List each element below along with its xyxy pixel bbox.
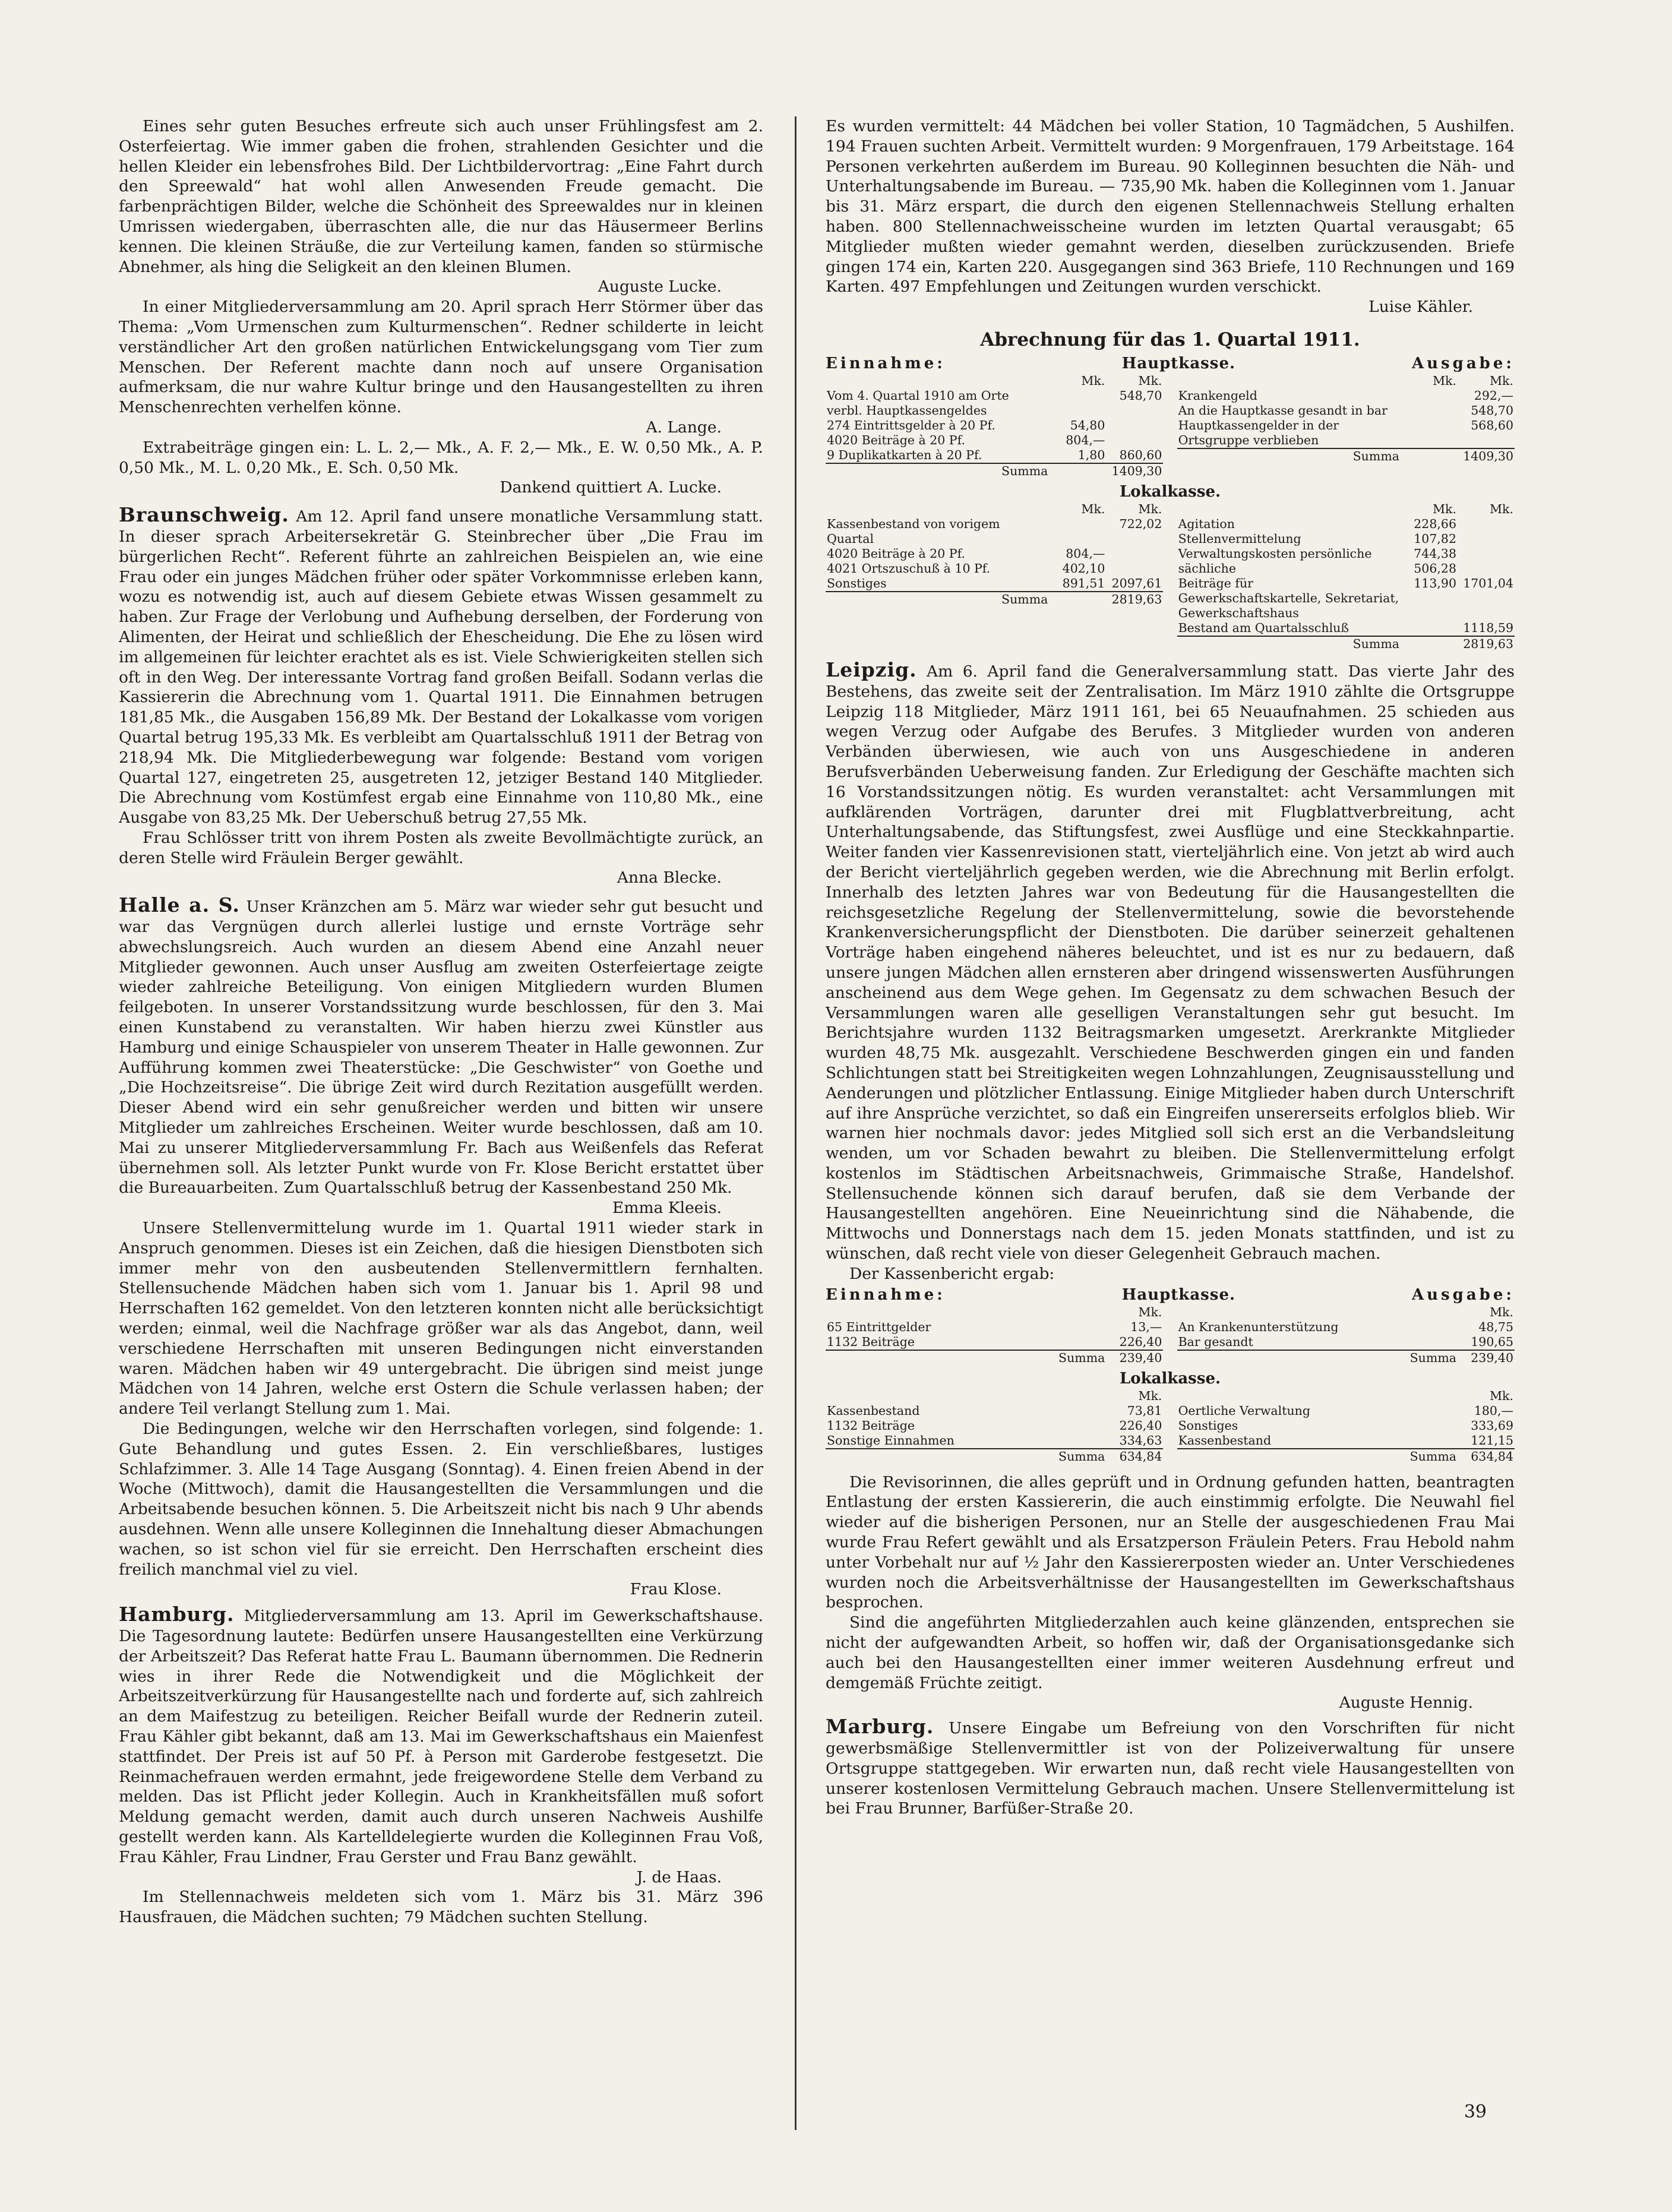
signature: J. de Haas. — [636, 1867, 722, 1886]
section-heading: Halle a. S. — [119, 893, 240, 917]
sum-label: Summa — [826, 1449, 1106, 1464]
account-row — [826, 418, 1163, 433]
article-text: Unsere Eingabe um Befreiung von den Vorschriften für nicht gewerbsmäßige Stellenvermittler ist von der Polizeiverwaltung für unsere Ortsgruppe stattgegeben. Wir erwarten nun, daß recht viele Hausangestellten von unserer kostenlosen Vermittelung Gebrauch machen. Unsere Stellenvermittelung ist bei Frau Brunner, Barfüßer-Straße 20. — [826, 1719, 1515, 1818]
account-amount: 13,— — [1130, 1319, 1162, 1334]
account-amount: 190,65 — [1471, 1334, 1513, 1349]
sum-value: 239,40 — [1106, 1350, 1163, 1366]
page-number: 39 — [1464, 2102, 1487, 2122]
sum-row — [1177, 1350, 1515, 1366]
sum-row — [1177, 448, 1515, 464]
account-row — [1177, 532, 1515, 546]
account-row — [826, 1335, 1163, 1350]
main-fund-label: Hauptkasse. — [1121, 354, 1236, 372]
account-amount: 722,02 — [1119, 516, 1162, 531]
sum-row — [1177, 636, 1515, 652]
article-paragraph: Die Bedingungen, welche wir den Herrschaften vorlegen, sind folgende: 1. Gute Behandlung und gutes Essen. 2. Ein verschließbares, lustiges Schlafzimmer. 3. Alle 14 Tage Ausgang (Sonntag). 4. Einen freien Abend in der Woche (Mittwoch), damit die Hausangestellten die Versammlungen und die Arbeitsabende besuchen können. 5. Die Arbeitszeit nicht bis nach 9 Uhr abends ausdehnen. Wenn alle unsere Kolleginnen die Innehaltung dieser Abmachungen wachen, so ist schon viel für sie erreicht. Den Herrschaften erscheint dies freilich manchmal viel zu viel. — [119, 1420, 763, 1579]
account-item: Bar gesandt — [1178, 1334, 1253, 1349]
currency-label: Mk. — [1138, 1304, 1162, 1319]
local-fund-expense — [1177, 502, 1515, 652]
account-item: Verwaltungskosten persönliche — [1178, 546, 1372, 561]
spacer-cell — [826, 1305, 1106, 1320]
currency-header-row — [826, 502, 1163, 517]
signature: Dankend quittiert A. Lucke. — [500, 478, 722, 497]
account-row — [826, 1320, 1163, 1335]
column-divider — [795, 116, 797, 2130]
main-fund-income — [826, 1305, 1163, 1366]
main-fund-expense — [1177, 1305, 1515, 1366]
local-fund-expense — [1177, 1389, 1515, 1464]
income-label: Einnahme: — [826, 354, 946, 372]
main-fund-expense — [1177, 374, 1515, 464]
account-item: An Krankenunterstützung — [1178, 1319, 1339, 1334]
account-item: Sonstiges — [827, 576, 887, 590]
account-amount — [1401, 388, 1458, 403]
spacer-cell — [826, 1389, 1106, 1404]
account-row — [826, 546, 1163, 561]
sum-row — [826, 463, 1163, 479]
account-amount: 226,40 — [1119, 1334, 1162, 1349]
account-row — [826, 576, 1163, 592]
account-row — [826, 433, 1163, 448]
account-row — [1177, 1320, 1515, 1335]
signature: Frau Klose. — [630, 1580, 722, 1599]
article-paragraph: Es wurden vermittelt: 44 Mädchen bei voller Station, 10 Tagmädchen, 5 Aushilfen. 194 Frauen suchten Arbeit. Vermittelt wurden: 9 Morgenfrauen, 179 Arbeitstage. 164 Personen verkehrten außerdem im Bureau. 90 Kolleginnen besuchten die Näh- und Unterhaltungsabende im Bureau. — 735,90 Mk. haben die Kolleginnen vom 1. Januar bis 31. März erspart, die durch den eigenen Stellennachweis Stellung erhalten haben. 800 Stellennachweisscheine wurden im letzten Quartal verausgabt; 65 Mitglieder mußten wieder gemahnt werden, dieselben zurückzusenden. Briefe gingen 174 ein, Karten 220. Ausgegangen sind 363 Briefe, 110 Rechnungen und 169 Karten. 497 Empfehlungen und Zeitungen wurden verschickt. — [826, 117, 1515, 296]
account-table-leipzig — [826, 1285, 1515, 1464]
account-item: 4020 Beiträge à 20 Pf. — [827, 546, 965, 561]
account-amount: 548,70 — [1119, 388, 1162, 403]
section-heading: Leipzig. — [826, 658, 917, 681]
account-item: 4020 Beiträge à 20 Pf. — [827, 432, 965, 447]
account-item: Kassenbestand — [1178, 1433, 1272, 1448]
account-amount — [1458, 546, 1515, 561]
spacer-cell — [1049, 463, 1106, 479]
spacer-cell — [1177, 1389, 1458, 1404]
section-marburg — [826, 1717, 1515, 1819]
account-row — [826, 388, 1163, 418]
account-amount: 744,38 — [1414, 546, 1456, 561]
article-paragraph: Die Revisorinnen, die alles geprüft und in Ordnung gefunden hatten, beantragten Entlastung der ersten Kassiererin, die auch einstimmig erfolgte. Die Neuwahl fiel wieder auf die bisherigen Personen, nur an Stelle der ausgeschiedenen Frau Mai wurde Frau Refert gewählt und als Ersatzperson Fräulein Peters. Frau Hebold nahm unter Vorbehalt nur auf ½ Jahr den Kassiererposten wieder an. Unter Verschiedenes wurden noch die Arbeitsverhältnisse der Hausangestellten im Gewerkschaftshaus besprochen. — [826, 1472, 1515, 1612]
article-text: Unser Kränzchen am 5. März war wieder sehr gut besucht und war das Vergnügen durch allerlei lustige und ernste Vorträge sehr abwechslungsreich. Auch wurden an diesem Abend eine Anzahl neuer Mitglieder gewonnen. Auch unser Ausflug am zweiten Osterfeiertage zeigte wieder zahlreiche Beteiligung. Von einigen Mitgliedern wurden Blumen feilgeboten. In unserer Vorstandssitzung wurde beschlossen, für den 3. Mai einen Kunstabend zu veranstalten. Wir haben hierzu zwei Künstler aus Hamburg und einige Schauspieler von unserem Theater in Halle gewonnen. Zur Aufführung kommen zwei Theaterstücke: „Die Geschwister“ von Goethe und „Die Hochzeitsreise“. Die übrige Zeit wird durch Rezitation ausgefüllt werden. Dieser Abend wird ein sehr genußreicher werden und bitten wir unsere Mitglieder um zahlreiches Erscheinen. Weiter wurde beschlossen, daß am 10. Mai zu unserer Mitgliederversammlung Fr. Bach aus Weißenfels das Referat übernehmen soll. Als letzter Punkt wurde von Fr. Klose Bericht erstattet über die Bureauarbeiten. Zum Quartalsschluß betrug der Kassenbestand 250 Mk. — [119, 898, 763, 1197]
account-amount: 73,81 — [1127, 1403, 1162, 1418]
spacer-cell — [1401, 448, 1458, 464]
account-row — [826, 448, 1163, 463]
account-amount — [1049, 517, 1106, 546]
account-amount: 860,60 — [1119, 447, 1162, 462]
account-item: 4021 Ortszuschuß à 10 Pf. — [827, 561, 991, 576]
right-column — [826, 116, 1515, 2160]
account-item: 1132 Beiträge — [827, 1334, 915, 1349]
signature: Luise Kähler. — [1368, 298, 1473, 317]
currency-label: Mk. — [1138, 1388, 1162, 1403]
account-item: Kassenbestand von vorigem Quartal — [827, 516, 1000, 546]
account-amount: 2097,61 — [1111, 576, 1162, 590]
currency-label: Mk. — [1081, 373, 1105, 388]
account-item: Vom 4. Quartal 1910 am Orte verbl. Hauptkassengeldes — [827, 388, 1009, 418]
currency-label: Mk. — [1081, 501, 1105, 516]
currency-label: Mk. — [1490, 1304, 1513, 1319]
account-row — [1177, 418, 1515, 448]
article-text: Am 12. April fand unsere monatliche Versammlung statt. In dieser sprach Arbeitersekretär G. Steinbrecher über „Die Frau im bürgerlichen Recht“. Referent führte an zahlreichen Beispielen an, wie eine Frau oder ein junges Mädchen früher oder später Vorkommnisse erleben kann, wozu es notwendig ist, auch auf diesem Gebiete etwas Wissen gesammelt zu haben. Zur Frage der Verlobung und Aufhebung derselben, der Forderung von Alimenten, der Heirat und schließlich der Ehescheidung. Die Ehe zu lösen wird im allgemeinen für leichter erachtet als es ist. Viele Schwierigkeiten stellen sich oft in den Weg. Der interessante Vortrag fand großen Beifall. Sodann verlas die Kassiererin die Abrechnung vom 1. Quartal 1911. Die Einnahmen betrugen 181,85 Mk., die Ausgaben 156,89 Mk. Der Bestand der Lokalkasse vom vorigen Quartal betrug 195,33 Mk. Es verbleibt am Quartalsschluß 1911 der Betrag von 218,94 Mk. Die Mitgliederbewegung war folgende: Bestand vom vorigen Quartal 127, eingetreten 25, ausgetreten 12, jetziger Bestand 140 Mitglieder. Die Abrechnung vom Kostümfest ergab eine Einnahme von 110,80 Mk., eine Ausgabe von 83,25 Mk. Der Ueberschuß betrug 27,55 Mk. — [119, 507, 763, 827]
account-amount: 804,— — [1066, 432, 1105, 447]
signature: Emma Kleeis. — [612, 1199, 722, 1218]
article-text: Am 6. April fand die Generalversammlung statt. Das vierte Jahr des Bestehens, das zweite seit der Zentralisation. Im März 1910 zählte die Ortsgruppe Leipzig 118 Mitglieder, März 1911 161, bei 65 Neuaufnahmen. 25 schieden aus wegen Verzug oder Aufgabe des Berufes. 3 Mitglieder wurden von anderen Verbänden überwiesen, wie auch von uns Ausgeschiedene in anderen Berufsverbänden Ueberweisung fanden. Zur Erledigung der Geschäfte machten sich 16 Vorstandssitzungen nötig. Es wurden veranstaltet: acht Versammlungen mit aufklärenden Vorträgen, darunter drei mit Flugblattverbreitung, acht Unterhaltungsabende, das Stiftungsfest, zwei Ausflüge und eine Steckkahnpartie. Weiter fanden vier Kassenrevisionen statt, vierteljährlich eine. Von jetzt ab wird auch der Bericht vierteljährlich gegeben werden, wie die Abrechnung mit Berlin erfolgt. Innerhalb des letzten Jahres war von Bedeutung für die Hausangestellten die reichsgesetzliche Regelung der Stellenvermittelung, sowie die bevorstehende Krankenversicherungspflicht der Dienstboten. Die darüber seinerzeit gehaltenen Vorträge haben eingehend näheres beleuchtet, und ist es nur zu bedauern, daß unsere jungen Mädchen allen ernsteren aber dringend wissenswerten Ausführungen anscheinend aus dem Wege gehen. Im Gegensatz zu dem schwachen Besuch der Versammlungen waren alle geselligen Veranstaltungen sehr gut besucht. Im Berichtsjahre wurden 1132 Beitragsmarken umgesetzt. Arerkrankte Mitglieder wurden 48,75 Mk. ausgezahlt. Verschiedene Beschwerden gingen ein und fanden Schlichtungen statt bei Streitigkeiten wegen Lohnzahlungen, Zeugnisausstellung und Aenderungen und plötzlicher Entlassung. Einige Mitglieder haben durch Unterschrift auf ihre Ansprüche verzichtet, so daß ein Eingreifen unsererseits erfolglos blieb. Wir warnen hier nochmals davor: jedes Mitglied soll sich erst an die Verbandsleitung wenden, um vor Schaden bewahrt zu bleiben. Die Stellenvermittelung erfolgt kostenlos im Städtischen Arbeitsnachweis, Grimmaische Straße, Handelshof. Stellensuchende können sich darauf berufen, daß sie dem Verbande der Hausangestellten angehören. Eine Neueinrichtung sind die Nähabende, die Mittwochs und Donnerstags nach dem 15. jeden Monats stattfinden, und ist zu wünschen, daß recht viele von dieser Gelegenheit Gebrauch machen. — [826, 662, 1515, 1263]
sum-row — [826, 1449, 1163, 1464]
section-heading: Braunschweig. — [119, 503, 289, 527]
sum-value: 1409,30 — [1106, 463, 1163, 479]
article-paragraph: Eines sehr guten Besuches erfreute sich auch unser Frühlingsfest am 2. Osterfeiertag. Wie immer gaben die frohen, strahlenden Gesichter und die hellen Kleider ein lebensfrohes Bild. Der Lichtbildervortrag: „Eine Fahrt durch den Spreewald“ hat wohl allen Anwesenden Freude gemacht. Die farbenprächtigen Bilder, welche die Schönheit des Spreewaldes nur in kleinen Umrissen wiedergaben, überraschten alle, die nur das Häusermeer Berlins kennen. Die kleinen Sträuße, die zur Verteilung kamen, fanden so stürmische Abnehmer, als hing die Seligkeit an den kleinen Blumen. — [119, 117, 763, 276]
account-amount: 48,75 — [1478, 1319, 1513, 1334]
sum-value: 634,84 — [1106, 1449, 1163, 1464]
article-paragraph: Extrabeiträge gingen ein: L. L. 2,— Mk., A. F. 2,— Mk., E. W. 0,50 Mk., A. P. 0,50 Mk., M. L. 0,20 Mk., E. Sch. 0,50 Mk. — [119, 438, 763, 477]
sum-row — [826, 592, 1163, 607]
sum-label: Summa — [1177, 448, 1401, 464]
account-item: 9 Duplikatkarten à 20 Pf. — [827, 447, 982, 462]
account-amount — [1401, 403, 1458, 418]
local-fund-label: Lokalkasse. — [1119, 482, 1221, 501]
sum-value: 2819,63 — [1106, 592, 1163, 607]
signature: Auguste Lucke. — [598, 277, 722, 296]
sum-row — [1177, 1449, 1515, 1464]
account-table-quarter — [826, 356, 1515, 652]
signature: Auguste Hennig. — [1339, 1693, 1473, 1712]
account-item: Sonstige Einnahmen — [827, 1433, 954, 1448]
account-header — [826, 1285, 1515, 1304]
currency-label: Mk. — [1490, 373, 1513, 388]
account-amount: 568,60 — [1471, 418, 1513, 432]
currency-label: Mk. — [1138, 501, 1162, 516]
account-item: 274 Eintrittsgelder à 20 Pf. — [827, 418, 995, 432]
account-amount: 891,51 — [1062, 576, 1105, 590]
currency-label: Mk. — [1490, 501, 1513, 516]
account-item: Stellenvermittelung — [1178, 531, 1301, 546]
sum-label: Summa — [1177, 1350, 1458, 1366]
account-amount: 1,80 — [1077, 447, 1105, 462]
account-row — [1177, 517, 1515, 532]
account-row — [826, 1433, 1163, 1449]
account-amount: 228,66 — [1414, 516, 1456, 531]
account-amount: 292,— — [1474, 388, 1513, 403]
currency-header-row — [1177, 1389, 1515, 1404]
left-column — [119, 116, 763, 2160]
account-row — [826, 1404, 1163, 1418]
account-item: sächliche — [1178, 561, 1236, 576]
account-amount: 506,28 — [1414, 561, 1456, 576]
account-row — [826, 1418, 1163, 1433]
main-fund-income — [826, 374, 1163, 479]
account-title: Abrechnung für das 1. Quartal 1911. — [980, 328, 1360, 350]
account-row — [1177, 546, 1515, 561]
sum-value: 634,84 — [1458, 1449, 1515, 1464]
account-row — [1177, 1404, 1515, 1418]
income-label: Einnahme: — [826, 1285, 946, 1304]
currency-header-row — [826, 1305, 1163, 1320]
account-row — [1177, 1335, 1515, 1350]
spacer-cell — [1401, 636, 1458, 652]
account-amount: 113,90 — [1414, 576, 1456, 590]
expense-label: Ausgabe: — [1411, 1285, 1515, 1304]
currency-header-row — [1177, 374, 1515, 388]
account-item: Agitation — [1178, 516, 1235, 531]
account-row — [826, 561, 1163, 576]
local-fund-income — [826, 1389, 1163, 1464]
article-paragraph: Der Kassenbericht ergab: — [849, 1264, 1055, 1283]
account-item: Krankengeld — [1178, 388, 1257, 403]
account-item: Beiträge für Gewerkschaftskartelle, Sekretariat, Gewerkschaftshaus — [1178, 576, 1399, 620]
section-braunschweig — [119, 505, 763, 828]
account-header — [826, 356, 1515, 371]
account-item: 1132 Beiträge — [827, 1418, 915, 1433]
sum-value: 239,40 — [1458, 1350, 1515, 1366]
account-row — [1177, 1433, 1515, 1449]
currency-header-row — [826, 1389, 1163, 1404]
article-paragraph: Sind die angeführten Mitgliederzahlen auch keine glänzenden, entsprechen sie nicht der aufgewandten Arbeit, so hoffen wir, daß der Organisationsgedanke sich auch bei den Hausangestellten einer immer weiteren Ausdehnung erfreut und demgemäß Früchte zeitigt. — [826, 1613, 1515, 1692]
account-amount — [1106, 418, 1163, 433]
sum-value: 2819,63 — [1458, 636, 1515, 652]
account-item: Kassenbestand — [827, 1403, 920, 1418]
sum-label: Summa — [826, 592, 1049, 607]
account-amount — [1106, 561, 1163, 576]
spacer-cell — [826, 502, 1049, 517]
account-item: Hauptkassengelder in der Ortsgruppe verblieben — [1178, 418, 1339, 447]
account-row — [1177, 621, 1515, 636]
account-item: Sonstiges — [1178, 1418, 1238, 1433]
account-row — [1177, 1418, 1515, 1433]
article-paragraph: Unsere Stellenvermittelung wurde im 1. Quartal 1911 wieder stark in Anspruch genommen. Dieses ist ein Zeichen, daß die hiesigen Dienstboten sich immer mehr von den ausbeutenden Stellenvermittlern fernhalten. Stellensuchende Mädchen haben sich vom 1. Januar bis 1. April 98 und Herrschaften 162 gemeldet. Von den letzteren konnten nicht alle berücksichtigt werden; einmal, weil die Nachfrage größer war als das Angebot, dann, weil verschiedene Herrschaften mit unseren Bedingungen nicht einverstanden waren. Mädchen haben wir 49 untergebracht. Die übrigen sind meist junge Mädchen von 14 Jahren, welche erst Ostern die Schule verlassen haben; der andere Teil verlangt Stellung zum 1. Mai. — [119, 1219, 763, 1418]
signature: Anna Blecke. — [617, 868, 722, 887]
spacer-cell — [826, 374, 1049, 388]
account-amount: 226,40 — [1119, 1418, 1162, 1433]
spacer-cell — [1049, 592, 1106, 607]
sum-label: Summa — [1177, 636, 1401, 652]
account-amount — [1458, 517, 1515, 532]
account-row — [1177, 561, 1515, 576]
currency-header-row — [1177, 502, 1515, 517]
expense-label: Ausgabe: — [1411, 354, 1515, 372]
account-amount: 334,63 — [1119, 1433, 1162, 1448]
account-amount: 548,70 — [1471, 403, 1513, 418]
sum-label: Summa — [826, 1350, 1106, 1366]
spacer-cell — [1177, 502, 1401, 517]
currency-label: Mk. — [1433, 373, 1456, 388]
spacer-cell — [1177, 374, 1401, 388]
account-row — [1177, 576, 1515, 621]
section-halle — [119, 895, 763, 1198]
account-amount: 804,— — [1066, 546, 1105, 561]
section-hamburg — [119, 1604, 763, 1867]
main-fund-label: Hauptkasse. — [1121, 1285, 1236, 1304]
account-amount — [1049, 388, 1106, 418]
sum-label: Summa — [826, 463, 1049, 479]
article-paragraph: Im Stellennachweis meldeten sich vom 1. März bis 31. März 396 Hausfrauen, die Mädchen suchten; 79 Mädchen suchten Stellung. — [119, 1888, 763, 1927]
account-amount: 180,— — [1474, 1403, 1513, 1418]
account-row — [826, 517, 1163, 546]
account-item: An die Hauptkasse gesandt in bar — [1178, 403, 1387, 418]
section-heading: Hamburg. — [119, 1603, 235, 1626]
currency-header-row — [826, 374, 1163, 388]
sum-row — [826, 1350, 1163, 1366]
signature: A. Lange. — [646, 418, 722, 437]
sum-value: 1409,30 — [1458, 448, 1515, 464]
account-amount — [1458, 561, 1515, 576]
account-amount: 1118,59 — [1463, 620, 1513, 635]
section-leipzig — [826, 660, 1515, 1264]
account-amount — [1401, 418, 1458, 448]
currency-label: Mk. — [1490, 1388, 1513, 1403]
account-amount — [1458, 532, 1515, 546]
account-amount: 333,69 — [1471, 1418, 1513, 1433]
account-item: Oertliche Verwaltung — [1178, 1403, 1310, 1418]
article-text: Mitgliederversammlung am 13. April im Gewerkschaftshause. Die Tagesordnung lautete: Bedürfen unsere Hausangestellten eine Verkürzung der Arbeitszeit? Das Referat hatte Frau L. Baumann übernommen. Die Rednerin wies in ihrer Rede die Notwendigkeit und die Möglichkeit der Arbeitszeitverkürzung für Hausangestellte nach und forderte auf, sich zahlreich an dem Maifestzug zu beteiligen. Reicher Beifall wurde der Rednerin zuteil. Frau Kähler gibt bekannt, daß am 13. Mai im Gewerkschaftshaus ein Maienfest stattfindet. Der Preis ist auf 50 Pf. à Person mit Garderobe festgesetzt. Die Reinmachefrauen werden ermahnt, jede freigewordene Stelle dem Verband zu melden. Das ist Pflicht jeder Kollegin. Auch in Krankheitsfällen muß sofort Meldung gemacht werden, damit auch durch unseren Nachweis Aushilfe gestellt werden kann. Als Kartelldelegierte wurden die Kolleginnen Frau Voß, Frau Kähler, Frau Lindner, Frau Gerster und Frau Banz gewählt. — [119, 1607, 763, 1866]
account-row — [1177, 403, 1515, 418]
account-row — [1177, 388, 1515, 403]
article-paragraph: In einer Mitgliederversammlung am 20. April sprach Herr Störmer über das Thema: „Vom Urmenschen zum Kulturmenschen“. Redner schilderte in leicht verständlicher Art den großen natürlichen Entwickelungsgang vom Tier zum Menschen. Der Referent machte dann noch auf unsere Organisation aufmerksam, die nur wahre Kultur bringe und den Hausangestellten zu ihren Menschenrechten verhelfen könne. — [119, 298, 763, 417]
account-amount — [1401, 621, 1458, 636]
spacer-cell — [1177, 1305, 1458, 1320]
local-fund-income — [826, 502, 1163, 607]
account-item: 65 Eintrittgelder — [827, 1319, 931, 1334]
currency-header-row — [1177, 1305, 1515, 1320]
account-amount: 402,10 — [1062, 561, 1105, 576]
account-amount — [1106, 546, 1163, 561]
currency-label: Mk. — [1138, 373, 1162, 388]
local-fund-label: Lokalkasse. — [1119, 1369, 1221, 1388]
account-amount — [1106, 433, 1163, 448]
article-paragraph: Frau Schlösser tritt von ihrem Posten als zweite Bevollmächtigte zurück, an deren Stelle wird Fräulein Berger gewählt. — [119, 828, 763, 867]
currency-label: Mk. — [1433, 501, 1456, 516]
account-amount: 121,15 — [1471, 1433, 1513, 1448]
account-amount: 107,82 — [1414, 531, 1456, 546]
sum-label: Summa — [1177, 1449, 1458, 1464]
account-item: Bestand am Quartalsschluß — [1178, 620, 1349, 635]
account-amount: 1701,04 — [1463, 576, 1513, 590]
section-heading: Marburg. — [826, 1715, 934, 1739]
account-amount: 54,80 — [1070, 418, 1105, 432]
